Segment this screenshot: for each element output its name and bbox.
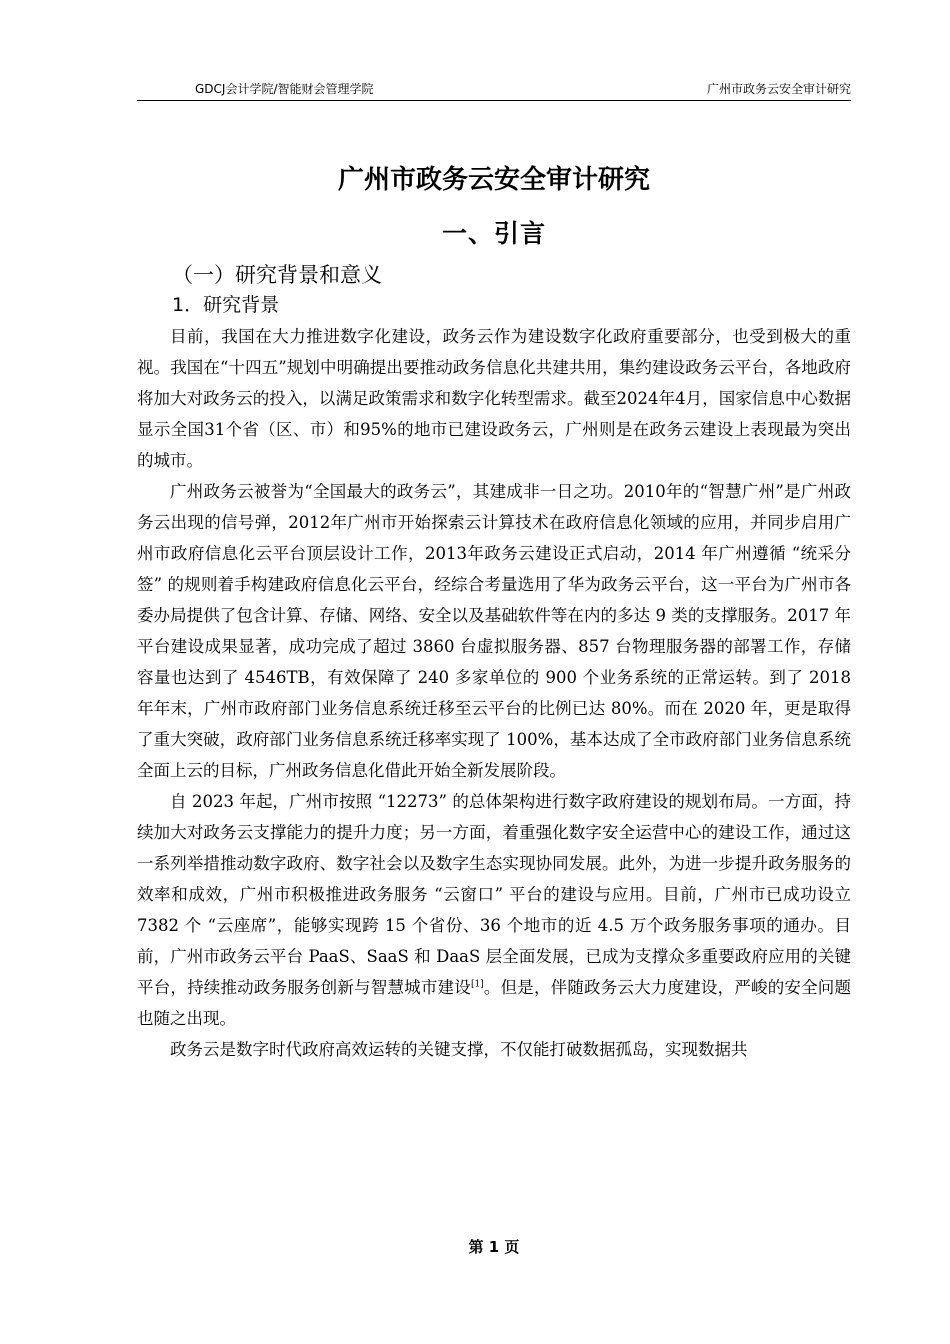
- header-doc-title: 广州市政务云安全审计研究: [706, 82, 851, 96]
- citation-ref[interactable]: [1]: [470, 979, 484, 990]
- paragraph-3: [137, 786, 851, 1034]
- page-number: 第 1 页: [468, 1238, 520, 1256]
- subsubsection-heading: 1．研究背景: [172, 294, 280, 316]
- subsection-heading: （一）研究背景和意义: [172, 263, 382, 287]
- header-institution: GDCJ会计学院/智能财会管理学院: [195, 82, 374, 96]
- paragraph-3-tail: 。但是，伴随政务云大力度建设，严峻的安全问题也随之出现。: [137, 978, 852, 1028]
- section-heading: 一、引言: [441, 219, 546, 248]
- paragraph-1: 目前，我国在大力推进数字化建设，政务云作为建设数字化政府重要部分，也受到极大的重视。我国在“十四五”规划中明确提出要推动政务信息化共建共用，集约建设政务云平台，各地政府将加大对政务云的投入，以满足政策需求和数字化转型需求。截至2024年4月，国家信息中心数据显示全国31个省（区、市）和95%的地市已建设政务云，广州则是在政务云建设上表现最为突出的城市。: [137, 327, 851, 470]
- paragraph-2: 广州政务云被誉为“全国最大的政务云”，其建成非一日之功。2010年的“智慧广州”是广州政务云出现的信号弹，2012年广州市开始探索云计算技术在政府信息化领域的应用，并同步启用广州市政府信息化云平台顶层设计工作，2013年政务云建设正式启动，2014 年广州遵循 “统采分签” 的规则着手构建政府信息化云平台，经综合考量选用了华为政务云平台，这一平台为广州市各委办局提供了包含计算、存储、网络、安全以及基础软件等在内的多达 9 类的支撑服务。2017 年平台建设成果显著，成功完成了超过 3860 台虚拟服务器、857 台物理服务器的部署工作，存储容量也达到了 4546TB，有效保障了 240 多家单位的 900 个业务系统的正常运转。到了 2018 年年末，广州市政府部门业务信息系统迁移至云平台的比例已达 80%。而在 2020 年，更是取得了重大突破，政府部门业务信息系统迁移率实现了 100%，基本达成了全市政府部门业务信息系统全面上云的目标，广州政务信息化借此开始全新发展阶段。: [137, 482, 851, 780]
- body-text: [137, 321, 851, 1065]
- paragraph-3-text: 自 2023 年起，广州市按照 “12273” 的总体架构进行数字政府建设的规划布局。一方面，持续加大对政务云支撑能力的提升力度；另一方面，着重强化数字安全运营中心的建设工作，通过这一系列举措推动数字政府、数字社会以及数字生态实现协同发展。此外，为进一步提升政务服务的效率和成效，广州市积极推进政务服务 “云窗口” 平台的建设与应用。目前，广州市已成功设立 7382 个 “云座席”，能够实现跨 15 个省份、36 个地市的近 4.5 万个政务服务事项的通办。目前，广州市政务云平台 PaaS、SaaS 和 DaaS 层全面发展，已成为支撑众多重要政府应用的关键平台，持续推动政务服务创新与智慧城市建设: [137, 792, 851, 997]
- paragraph-4: 政务云是数字时代政府高效运转的关键支撑，不仅能打破数据孤岛，实现数据共: [170, 1040, 748, 1059]
- document-title: 广州市政务云安全审计研究: [337, 165, 650, 195]
- page-header: [137, 78, 851, 101]
